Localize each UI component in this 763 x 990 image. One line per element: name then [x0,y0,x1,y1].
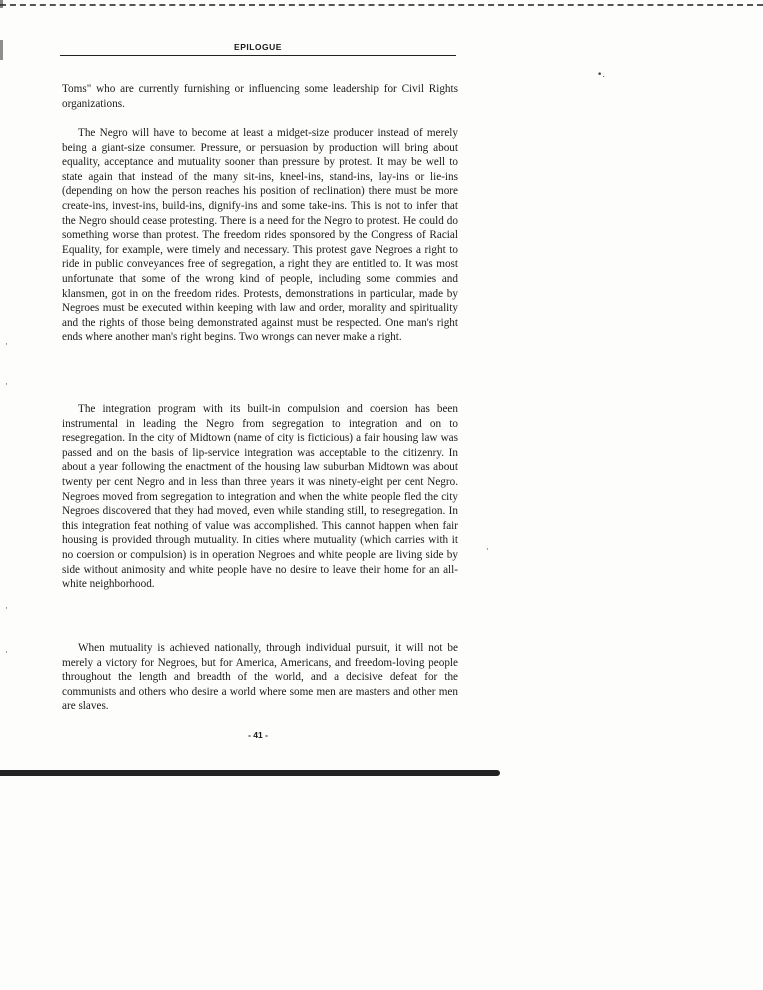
scan-speck: · [486,545,489,555]
scan-speck: · [5,340,8,350]
bottom-rule [0,770,500,776]
scan-speck: · [5,604,8,614]
running-header: EPILOGUE [234,42,282,52]
top-edge-rule [0,4,763,6]
page-number: - 41 - [248,730,268,740]
paragraph: The Negro will have to become at least a midget-size producer instead of merely being a giant-size consumer. Pressure, or persuasion by production will bring about equality, acceptance and mutuality sooner than pressure by protest. It may be well to state again that instead of the many sit-ins, kneel-ins, stand-ins, lay-ins or lie-ins (depending on how the person reaches his position of reclination) there must be more create-ins, invest-ins, build-ins, dignify-ins and some take-ins. This is not to infer that the Negro should cease protesting. There is a need for the Negro to protest. He could do something worse than protest. The freedom rides sponsored by the Congress of Racial Equality, for example, were timely and necessary. This protest gave Negroes a right to ride in public conveyances free of segregation, a right they are entitled to. It was most unfortunate that some of the wrong kind of people, including some commies and klansmen, got in on the freedom rides. Protests, demonstrations in particular, made by Negroes must be executed within keeping with law and order, morality and spirituality and the rights of those being demonstrated against must be respected. One man's right ends where another man's right begins. Two wrongs can never make a right. [62,127,458,344]
paragraph: When mutuality is achieved nationally, through individual pursuit, it will not be merely a victory for Negroes, but for America, Americans, and freedom-loving people throughout the length and breadth of the world, and a decisive defeat for the communists and others who desire a world where some men are masters and other men are slaves. [62,642,458,713]
scan-speck: •. [597,70,606,80]
scan-speck: · [5,380,8,390]
paragraph-continuation: Toms" who are currently furnishing or influencing some leadership for Civil Rights organizations. [62,83,458,110]
paragraph: The integration program with its built-in compulsion and coersion has been instrumental in leading the Negro from segregation to integration and on to resegregation. In the city of Midtown (name of city is ficticious) a fair housing law was passed and on the basis of lip-service integration was acceptable to the citizenry. In about a year following the enactment of the housing law suburban Midtown was about twenty per cent Negro and in less than three years it was ninety-eight per cent Negro. Negroes moved from segregation to integration and when the white people fled the city Negroes discovered that they had moved, even while standing still, to resegregation. In this integration feat nothing of value was accomplished. This cannot happen when fair housing is provided through mutuality. In cities where mutuality (which carries with it no coersion or compulsion) is in operation Negroes and white people are living side by side without animosity and white people have no desire to leave their home for an all-white neighborhood. [62,403,458,591]
header-rule [60,55,456,56]
scan-left-edge [0,0,3,990]
scan-speck: · [5,648,8,658]
